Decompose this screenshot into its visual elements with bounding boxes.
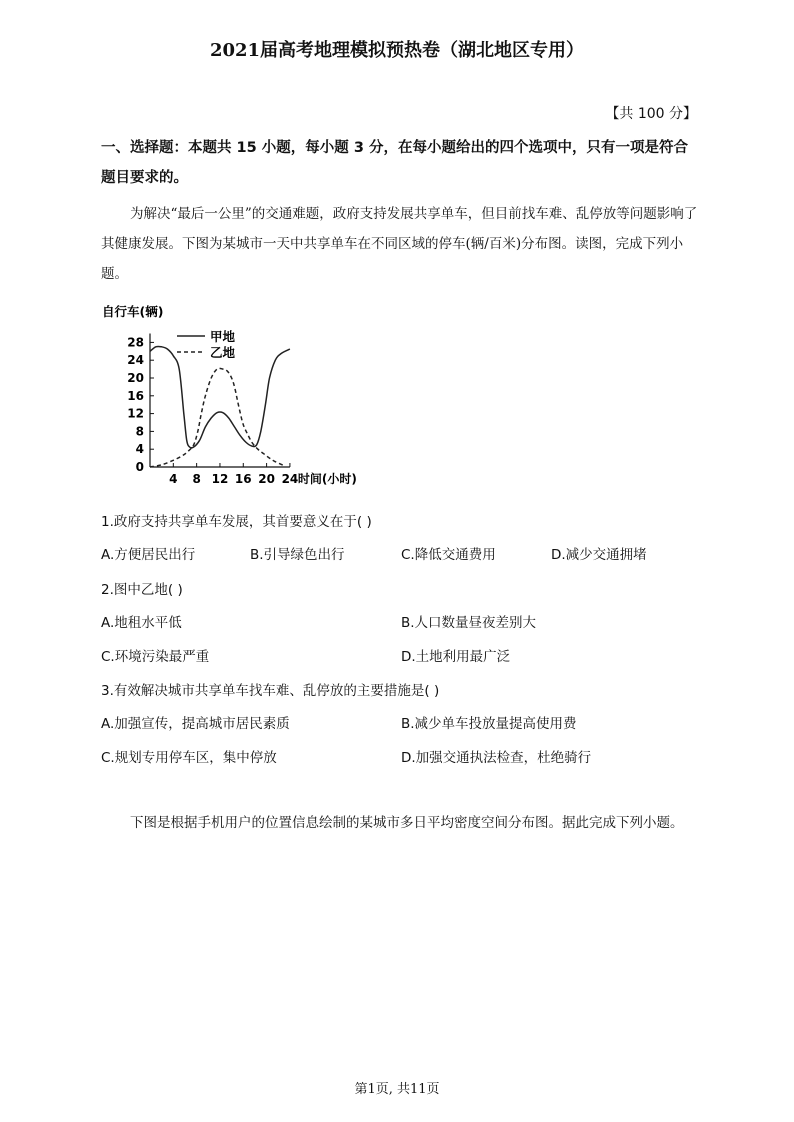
question-3-option-d[interactable]: D.加强交通执法检查，杜绝骑行 xyxy=(401,750,592,766)
legend-label-1: 甲地 xyxy=(210,329,236,344)
question-3-option-c[interactable]: C.规划专用停车区，集中停放 xyxy=(101,750,277,766)
question-2-stem: 2.图中乙地( ) xyxy=(101,582,183,598)
y-tick-label: 0 xyxy=(135,460,144,474)
question-2-option-c[interactable]: C.环境污染最严重 xyxy=(101,649,210,665)
chart-series xyxy=(150,346,290,467)
series-line-1 xyxy=(150,346,290,447)
question-1-option-b[interactable]: B.引导绿色出行 xyxy=(250,547,345,563)
intro-paragraph-1: 为解决“最后一公里”的交通难题，政府支持发展共享单车，但目前找车难、乱停放等问题影响了其健康发展。下图为某城市一天中共享单车在不同区域的停车(辆/百米)分布图。读图，完成下列小题。 xyxy=(101,206,698,282)
section-heading: 一、选择题：本题共 15 小题，每小题 3 分，在每小题给出的四个选项中，只有一项是符合题目要求的。 xyxy=(101,140,688,186)
x-tick-label: 4 xyxy=(169,472,178,486)
y-tick-label: 28 xyxy=(127,335,144,350)
x-tick-label: 24 xyxy=(281,472,299,486)
question-3-option-b[interactable]: B.减少单车投放量提高使用费 xyxy=(401,716,577,732)
question-1-option-a[interactable]: A.方便居民出行 xyxy=(101,547,196,563)
y-tick-label: 16 xyxy=(127,388,144,403)
question-1-option-d[interactable]: D.减少交通拥堵 xyxy=(551,547,647,563)
bike-parking-chart xyxy=(100,300,370,495)
question-1-option-c[interactable]: C.降低交通费用 xyxy=(401,547,496,563)
x-axis-label: 时间(小时) xyxy=(297,472,357,486)
question-1-stem: 1.政府支持共享单车发展，其首要意义在于( ) xyxy=(101,514,372,530)
y-axis-label: 自行车(辆) xyxy=(102,304,164,319)
question-2-option-a[interactable]: A.地租水平低 xyxy=(101,615,182,631)
y-tick-label: 24 xyxy=(127,353,144,368)
question-3-stem: 3.有效解决城市共享单车找车难、乱停放的主要措施是( ) xyxy=(101,683,440,699)
total-score: 【共 100 分】 xyxy=(605,106,697,122)
question-2-option-b[interactable]: B.人口数量昼夜差别大 xyxy=(401,615,537,631)
x-tick-label: 20 xyxy=(258,472,275,486)
y-tick-label: 20 xyxy=(127,371,144,385)
chart-legend xyxy=(177,329,236,360)
question-3-option-a[interactable]: A.加强宣传，提高城市居民素质 xyxy=(101,716,290,732)
page-footer: 第1页, 共11页 xyxy=(354,1082,440,1097)
x-tick-label: 16 xyxy=(234,472,252,486)
x-tick-label: 8 xyxy=(192,472,201,486)
chart-axes xyxy=(127,334,357,487)
page-title: 2021届高考地理模拟预热卷（湖北地区专用） xyxy=(209,40,585,61)
intro-paragraph-2: 下图是根据手机用户的位置信息绘制的某城市多日平均密度空间分布图。据此完成下列小题。 xyxy=(130,815,684,831)
y-tick-label: 12 xyxy=(127,406,144,421)
question-2-option-d[interactable]: D.土地利用最广泛 xyxy=(401,649,511,665)
legend-label-2: 乙地 xyxy=(210,345,236,360)
y-tick-label: 4 xyxy=(135,442,144,457)
y-tick-label: 8 xyxy=(135,424,144,439)
x-tick-label: 12 xyxy=(211,472,229,486)
